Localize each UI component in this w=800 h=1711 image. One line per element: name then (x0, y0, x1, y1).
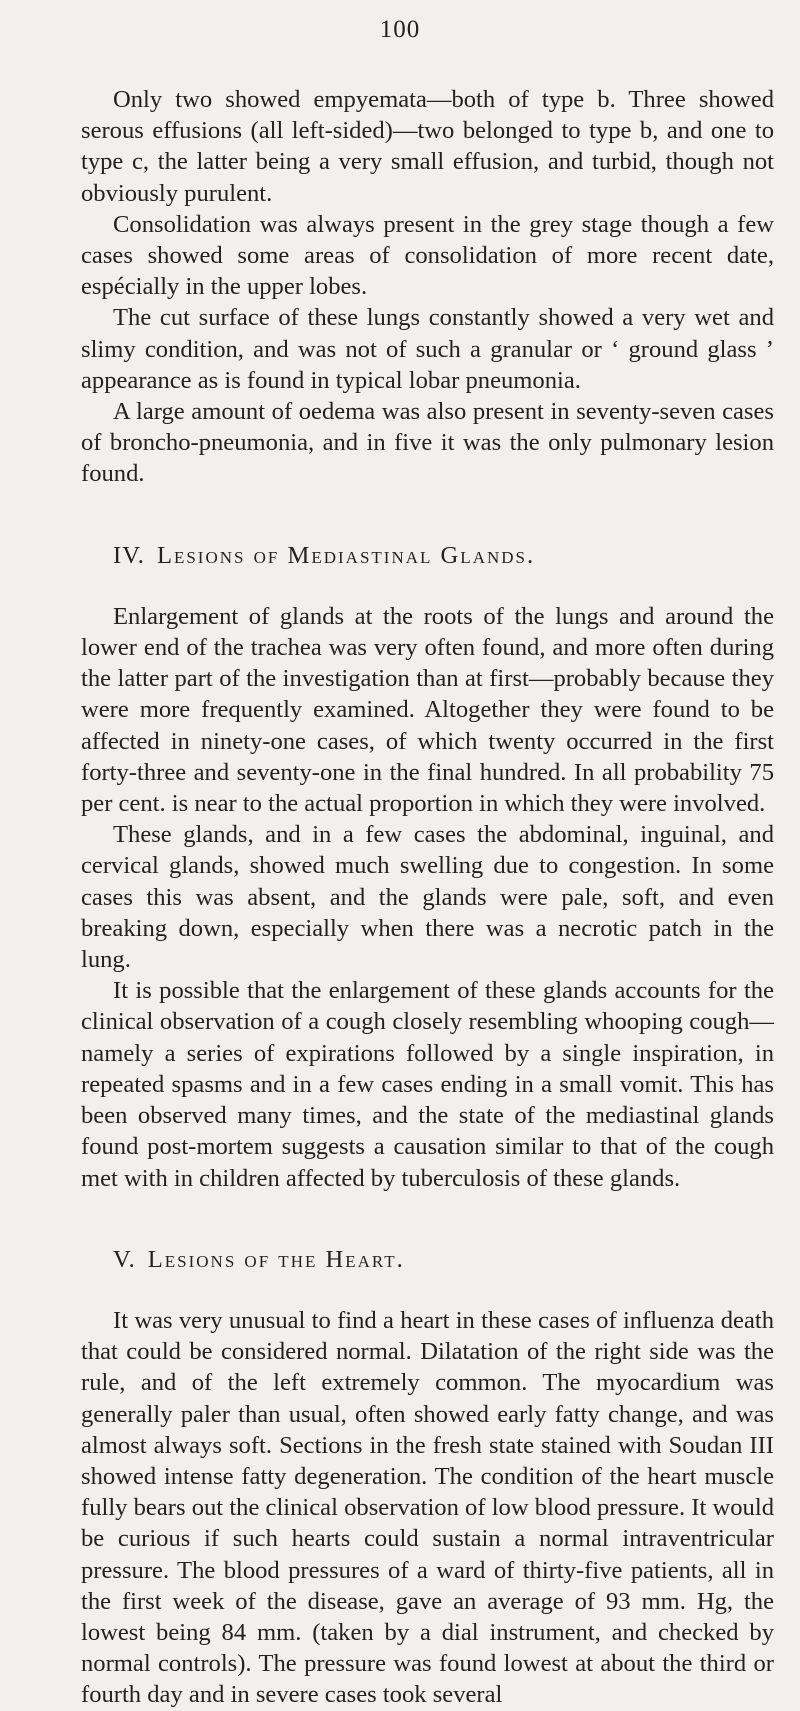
section-title: Lesions of the Heart. (147, 1245, 405, 1273)
paragraph: It is possible that the enlargement of these glands accounts for the clinical observation of a cough closely resembling whooping cough—namely a series of expirations followed by a single inspiration, in repeated spasms and in a few cases ending in a small vomit. This has been observed many times, and the state of the mediastinal glands found post-mortem suggests a causation similar to that of the cough met with in children affected by tuberculosis of these glands. (81, 977, 774, 1192)
paragraph: A large amount of oedema was also present in seventy-seven cases of broncho-pneumonia, and in five it was the only pulmonary lesion found. (81, 398, 774, 488)
section-mediastinal-glands (81, 540, 774, 1194)
paragraph: The cut surface of these lungs constantly showed a very wet and slimy condition, and was not of such a granular or ‘ ground glass ’ appearance as is found in typical lobar pneumonia. (81, 304, 774, 394)
section-pulmonary-continued (81, 84, 774, 490)
paragraph: Enlargement of glands at the roots of the lungs and around the lower end of the trachea was very often found, and more often during the latter part of the investigation than at first—probably because they were more frequently examined. Altogether they were found to be affected in ninety-one cases, of which twenty occurred in the first forty-three and seventy-one in the final hundred. In all probability 75 per cent. is near to the actual proportion in which they were involved. (81, 602, 774, 818)
section-numeral: IV. (113, 541, 145, 569)
section-numeral: V. (113, 1245, 136, 1273)
paragraph: These glands, and in a few cases the abdominal, inguinal, and cervical glands, showed much swelling due to congestion. In some cases this was absent, and the glands were pale, soft, and even breaking down, especially when there was a necrotic patch in the lung. (81, 821, 774, 974)
section-heading (81, 540, 774, 571)
section-title: Lesions of Mediastinal Glands. (156, 541, 536, 569)
paragraph: It was very unusual to find a heart in these cases of influenza death that could be considered normal. Dilatation of the right side was the rule, and of the left extremely common. The myocardium was generally paler than usual, often showed early fatty change, and was almost always soft. Sections in the fresh state stained with Soudan III showed intense fatty degeneration. The condition of the heart muscle fully bears out the clinical observation of low blood pressure. It would be curious if such hearts could sustain a normal intraventricular pressure. The blood pressures of a ward of thirty-five patients, all in the first week of the disease, gave an average of 93 mm. Hg, the lowest being 84 mm. (taken by a dial instrument, and checked by normal controls). The pressure was found lowest at about the third or fourth day and in severe cases took several (81, 1306, 774, 1709)
section-heading (81, 1244, 774, 1275)
page-number: 100 (379, 16, 421, 43)
paragraph: Only two showed empyemata—both of type b. Three showed serous effusions (all left-sided)—two belonged to type b, and one to type c, the latter being a very small effusion, and turbid, though not obviously purulent. (81, 86, 774, 207)
section-heart (81, 1244, 774, 1711)
paragraph: Consolidation was always present in the grey stage though a few cases showed some areas of consolidation of more recent date, espécially in the upper lobes. (81, 210, 774, 301)
